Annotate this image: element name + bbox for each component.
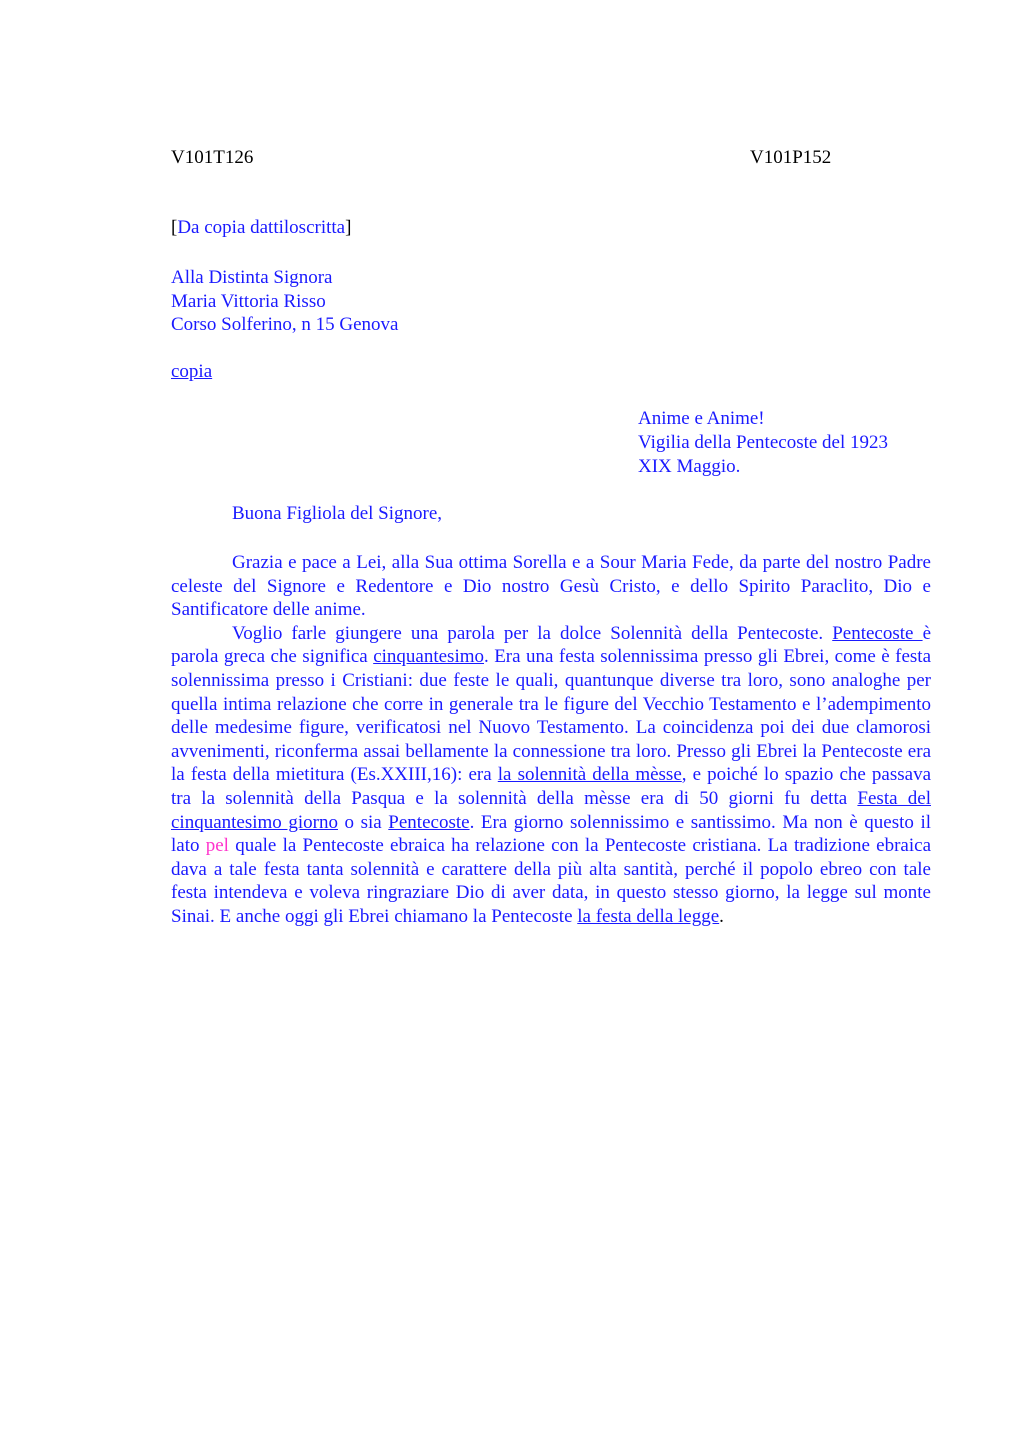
p2-text-6: . Era giorno solennissimo e santissimo. Ma non è questo il lato bbox=[171, 811, 931, 857]
copia-label: copia bbox=[171, 361, 213, 382]
bracket-open: [ bbox=[171, 217, 178, 238]
date-line-3: XIX Maggio. bbox=[638, 456, 741, 477]
document-code-right: V101P152 bbox=[750, 147, 832, 168]
document-code-left: V101T126 bbox=[171, 147, 254, 168]
date-line-1: Anime e Anime! bbox=[638, 408, 765, 429]
source-note bbox=[171, 217, 351, 239]
bracket-close: ] bbox=[345, 217, 352, 238]
date-line-2: Vigilia della Pentecoste del 1923 bbox=[638, 432, 889, 453]
p2-underline-pentecoste-2: Pentecoste bbox=[388, 811, 470, 833]
paragraph-1: Grazia e pace a Lei, alla Sua ottima Sorella e a Sour Maria Fede, da parte del nostro Padre celeste del Signore e Redentore e Dio nostro Gesù Cristo, e dello Spirito Paraclito, Dio e Santificatore delle anime. bbox=[171, 552, 931, 621]
p2-text-4: , e poiché lo spazio che passava tra la solennità della Pasqua e la solennità della mèsse era di 50 giorni fu detta bbox=[171, 764, 931, 809]
p2-text-8: . bbox=[719, 905, 724, 927]
address-line-3: Corso Solferino, n 15 Genova bbox=[171, 314, 399, 335]
paragraph-2 bbox=[171, 622, 931, 929]
p2-text-5: o sia bbox=[337, 811, 389, 833]
p2-underline-festa-legge: la festa della legge bbox=[577, 905, 720, 927]
p2-text-1: Voglio farle giungere una parola per la dolce Solennità della Pentecoste. bbox=[232, 622, 833, 644]
p2-underline-cinquantesimo: cinquantesimo bbox=[373, 646, 484, 668]
source-text: Da copia dattiloscritta bbox=[177, 217, 346, 238]
p2-text-7: quale la Pentecoste ebraica ha relazione con la Pentecoste cristiana. La tradizione ebraica dava a tale festa tanta solennità e carattere della più alta santità, perché il popolo ebreo con tale festa intendeva e voleva ringraziare Dio di aver data, in questo stesso giorno, la legge sul monte Sinai. E anche oggi gli Ebrei chiamano la Pentecoste bbox=[171, 835, 932, 927]
address-line-2: Maria Vittoria Risso bbox=[171, 290, 326, 312]
p2-text-3: . Era una festa solennissima presso gli Ebrei, come è festa solennissima presso i Cristiani: due feste le quali, quantunque diverse tra loro, sono analoghe per quella intima relazione che corre in generale tra le figure del Vecchio Testamento e l’adempimento delle medesime figure, verificatosi nel Nuovo Testamento. La coincidenza poi dei due clamorosi avvenimenti, riconferma assai bellamente la connessione tra loro. Presso gli Ebrei la Pentecoste era la festa della mietitura (Es.XXIII,16): era bbox=[171, 646, 931, 786]
p2-highlight-pel: pel bbox=[205, 835, 229, 857]
p2-underline-solennita: la solennità della mèsse bbox=[497, 764, 682, 786]
letter-body bbox=[171, 551, 931, 929]
p2-text-2: è parola greca che significa bbox=[171, 622, 931, 668]
recipient-address bbox=[171, 266, 398, 337]
address-line-1: Alla Distinta Signora bbox=[171, 267, 333, 288]
greeting: Buona Figliola del Signore, bbox=[232, 503, 443, 524]
p2-underline-pentecoste: Pentecoste bbox=[832, 622, 923, 644]
date-block bbox=[638, 407, 888, 479]
p2-underline-festa-cinquantesimo: Festa del cinquantesimo giorno bbox=[171, 787, 931, 833]
